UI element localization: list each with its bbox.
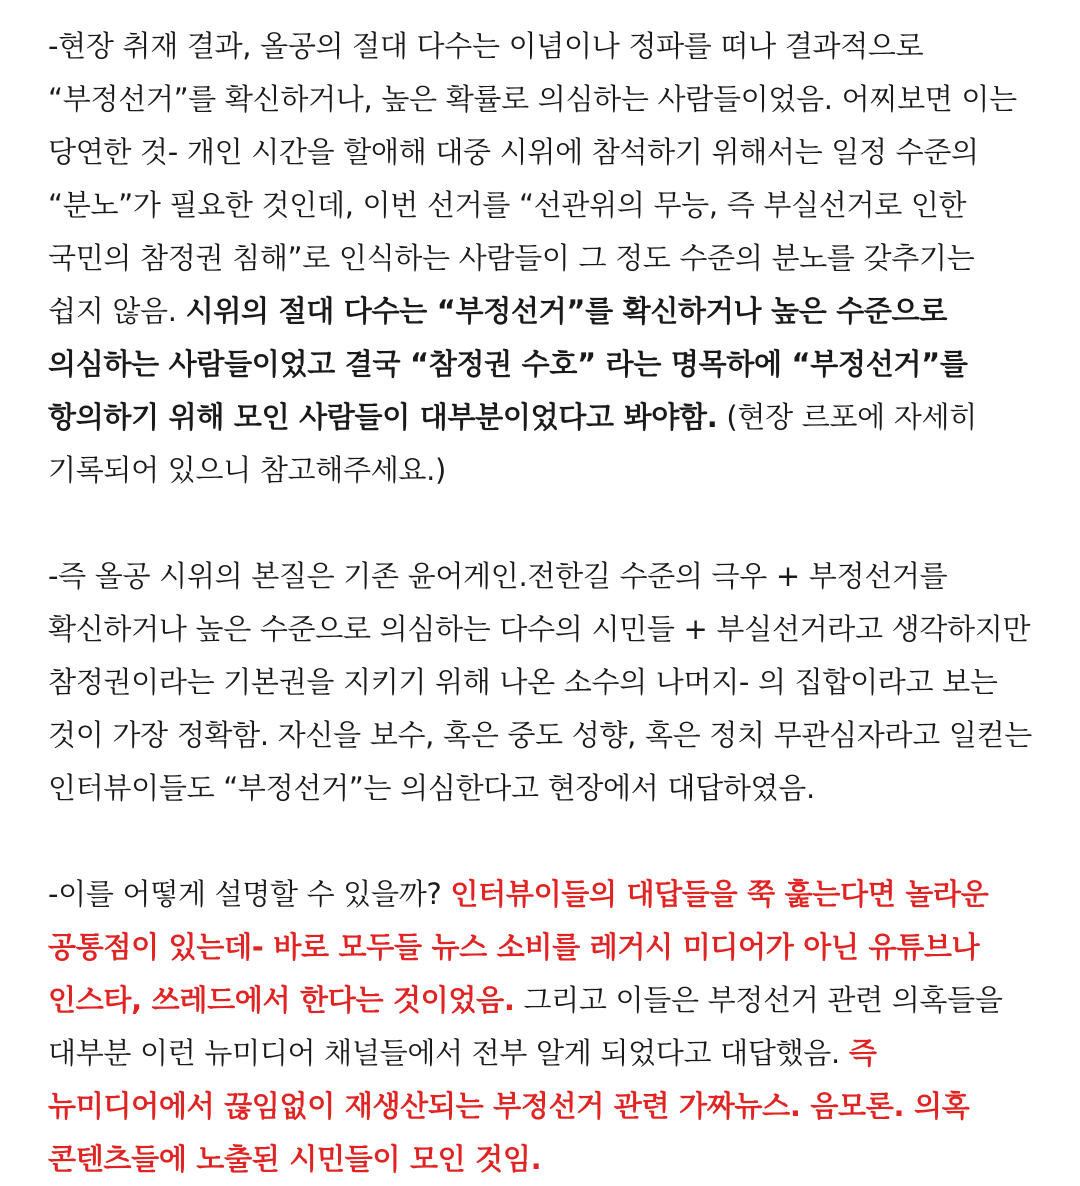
paragraph-1-note: (현장 르포에 자세히 기록되어 있으니 참고해주세요.) bbox=[48, 400, 977, 487]
document-body bbox=[48, 20, 1038, 1186]
paragraph-3-question: -이를 어떻게 설명할 수 있을까? bbox=[48, 877, 451, 911]
paragraph-1-text: -현장 취재 결과, 올공의 절대 다수는 이념이나 정파를 떠나 결과적으로 “부정선거”를 확신하거나, 높은 확률로 의심하는 사람들이었음. 어찌보면 이는 당연한 것- 개인 시간을 할애해 대중 시위에 참석하기 위해서는 일정 수준의 “분노”가 필요한 것인데, 이번 선거를 “선관위의 무능, 즉 부실선거로 인한 국민의 참정권 침해”로 인식하는 사람들이 그 정도 수준의 분노를 갖추기는 쉽지 않음. bbox=[48, 29, 1017, 328]
paragraph-2 bbox=[48, 550, 1038, 815]
paragraph-3-red-highlight-1: 인터뷰이들의 대답들을 쭉 훑는다면 놀라운 공통점이 있는데- 바로 모두들 뉴스 소비를 레거시 미디어가 아닌 유튜브나 인스타, 쓰레드에서 한다는 것이었음. bbox=[48, 877, 989, 1017]
paragraph-2-text: -즉 올공 시위의 본질은 기존 윤어게인.전한길 수준의 극우 + 부정선거를 확신하거나 높은 수준으로 의심하는 다수의 시민들 + 부실선거라고 생각하지만 참정권이라는 기본권을 지키기 위해 나온 소수의 나머지- 의 집합이라고 보는 것이 가장 정확함. 자신을 보수, 혹은 중도 성향, 혹은 정치 무관심자라고 일컫는 인터뷰이들도 “부정선거”는 의심한다고 현장에서 대답하였음. bbox=[48, 559, 1032, 805]
paragraph-1 bbox=[48, 20, 1038, 497]
paragraph-3-red-highlight-2: 즉 뉴미디어에서 끊임없이 재생산되는 부정선거 관련 가짜뉴스. 음모론. 의혹 콘텐츠들에 노출된 시민들이 모인 것임. bbox=[48, 1036, 970, 1176]
paragraph-1-bold-emphasis: 시위의 절대 다수는 “부정선거”를 확신하거나 높은 수준으로 의심하는 사람들이었고 결국 “참정권 수호” 라는 명목하에 “부정선거”를 항의하기 위해 모인 사람들이 대부분이었다고 봐야함. bbox=[48, 294, 968, 434]
paragraph-3 bbox=[48, 868, 1038, 1186]
paragraph-3-text: 그리고 이들은 부정선거 관련 의혹들을 대부분 이런 뉴미디어 채널들에서 전부 알게 되었다고 대답했음. bbox=[48, 983, 1003, 1070]
